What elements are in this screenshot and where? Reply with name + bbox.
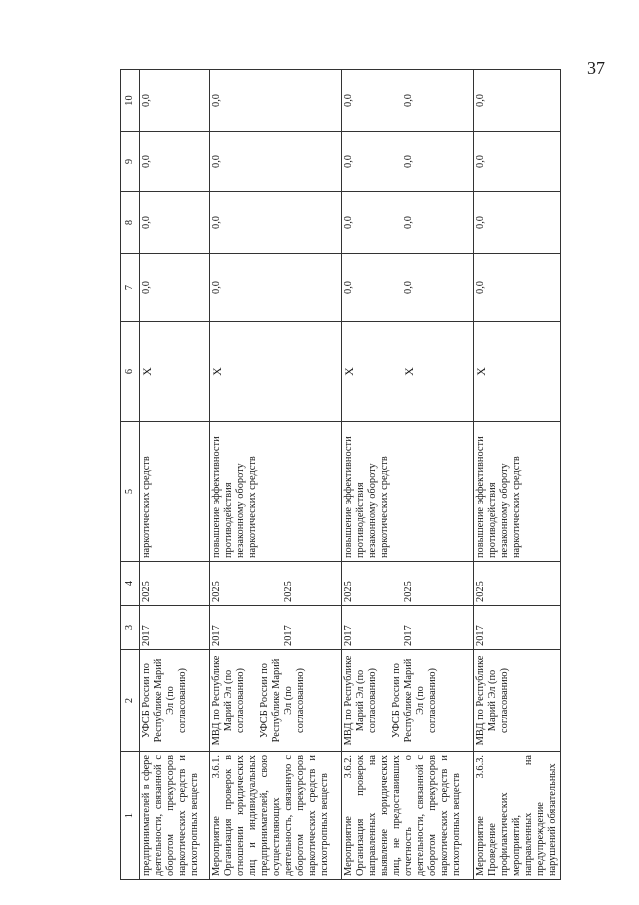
value-cell	[342, 70, 474, 132]
executor: МВД по Республике Марий Эл (по согласованию)	[343, 655, 378, 746]
end-year-cell	[342, 562, 474, 606]
value-cell: 0,0	[210, 254, 342, 322]
executor: УФСБ России по Республике Марий Эл (по согласованию)	[391, 658, 438, 743]
value-cell	[342, 192, 474, 254]
start-year: 2017	[343, 625, 354, 646]
table-row	[342, 70, 474, 880]
value: 0,0	[343, 216, 354, 229]
value-cell: 0,0	[140, 192, 210, 254]
value-cell: 0,0	[474, 192, 561, 254]
end-year: 2025	[283, 581, 294, 602]
result-cell: повышение эффективности противодействия незаконному обороту наркотических средств	[342, 422, 474, 562]
col-header-6: 6	[121, 322, 140, 422]
value-cell: 0,0	[140, 70, 210, 132]
value-cell: 0,0	[210, 132, 342, 192]
result-cell: наркотических средств	[140, 422, 210, 562]
value-cell: 0,0	[210, 192, 342, 254]
value-cell: 0,0	[140, 254, 210, 322]
col-header-3: 3	[121, 606, 140, 650]
end-year-cell	[140, 562, 210, 606]
value-cell: 0,0	[140, 132, 210, 192]
start-year: 2017	[403, 625, 414, 646]
table-row	[140, 70, 210, 880]
start-year-cell	[474, 606, 561, 650]
mark: Х	[342, 367, 356, 376]
start-year-cell	[210, 606, 342, 650]
executor: УФСБ России по Республике Марий Эл (по согласованию)	[141, 658, 188, 743]
header-row	[121, 70, 140, 880]
end-year: 2025	[403, 581, 414, 602]
measure-cell: Мероприятие 3.6.1. Организация проверок в отношении юридических лиц и индивидуальных предпринимателей, свою осуществляющих деятельность, связанную с оборотом прекурсоров наркотических средств и психотропных веществ	[210, 752, 342, 880]
end-year: 2025	[343, 581, 354, 602]
end-year: 2025	[141, 581, 152, 602]
program-table	[120, 69, 561, 880]
mark-cell: Х	[140, 322, 210, 422]
page-number: 37	[587, 58, 605, 78]
col-header-10: 10	[121, 70, 140, 132]
executor-cell	[210, 650, 342, 752]
value-cell	[342, 254, 474, 322]
table-row	[210, 70, 342, 880]
executor: МВД по Республике Марий Эл (по согласованию)	[475, 655, 510, 746]
executor: УФСБ России по Республике Марий Эл (по согласованию)	[259, 658, 306, 743]
result-cell: повышение эффективности противодействия незаконному обороту наркотических средств	[210, 422, 342, 562]
rotated-table-container	[120, 70, 558, 880]
end-year: 2025	[211, 581, 222, 602]
value: 0,0	[403, 216, 414, 229]
col-header-4: 4	[121, 562, 140, 606]
result-cell: повышение эффективности противодействия незаконному обороту наркотических средств	[474, 422, 561, 562]
start-year: 2017	[283, 625, 294, 646]
start-year: 2017	[475, 625, 486, 646]
executor-cell	[342, 650, 474, 752]
mark-cell	[342, 322, 474, 422]
executor: МВД по Республике Марий Эл (по согласованию)	[211, 655, 246, 746]
mark-cell: Х	[474, 322, 561, 422]
mark: Х	[402, 367, 416, 376]
col-header-7: 7	[121, 254, 140, 322]
executor-cell	[474, 650, 561, 752]
value-cell: 0,0	[474, 70, 561, 132]
measure-cell: Мероприятие 3.6.2. Организация проверок направленных на выявление юридических лиц, не предоставивших отчетность о деятельности, связанной с оборотом прекурсоров наркотических средств и психотропных веществ	[342, 752, 474, 880]
start-year: 2017	[211, 625, 222, 646]
end-year-cell	[474, 562, 561, 606]
col-header-2: 2	[121, 650, 140, 752]
measure-cell: Мероприятие 3.6.3. Проведение профилактических мероприятий, направленных на предупреждение нарушений обязательных	[474, 752, 561, 880]
start-year: 2017	[141, 625, 152, 646]
col-header-5: 5	[121, 422, 140, 562]
end-year: 2025	[475, 581, 486, 602]
value-cell: 0,0	[210, 70, 342, 132]
value-cell	[342, 132, 474, 192]
mark-cell: Х	[210, 322, 342, 422]
value: 0,0	[343, 155, 354, 168]
value: 0,0	[403, 94, 414, 107]
start-year-cell	[342, 606, 474, 650]
executor-cell	[140, 650, 210, 752]
col-header-1: 1	[121, 752, 140, 880]
value: 0,0	[343, 281, 354, 294]
start-year-cell	[140, 606, 210, 650]
value: 0,0	[403, 155, 414, 168]
value: 0,0	[343, 94, 354, 107]
end-year-cell	[210, 562, 342, 606]
table-row	[474, 70, 561, 880]
value-cell: 0,0	[474, 254, 561, 322]
value: 0,0	[403, 281, 414, 294]
col-header-8: 8	[121, 192, 140, 254]
measure-cell: предпринимателей в сфере деятельности, связанной с оборотом прекурсоров наркотических средств и психотропных веществ	[140, 752, 210, 880]
value-cell: 0,0	[474, 132, 561, 192]
col-header-9: 9	[121, 132, 140, 192]
